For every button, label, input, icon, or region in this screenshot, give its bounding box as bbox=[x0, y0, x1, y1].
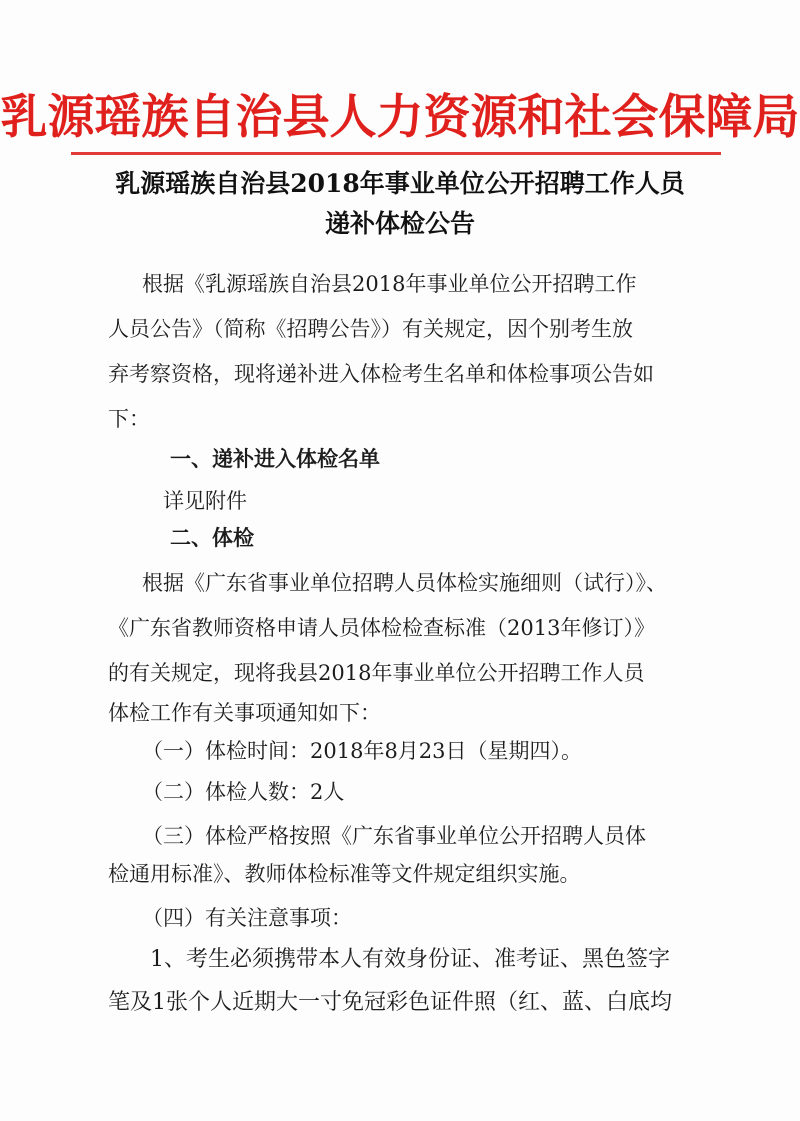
section-1-body: 详见附件 bbox=[163, 489, 247, 513]
exam-standard-item: 检通用标准》、教师体检标准等文件规定组织实施。 bbox=[108, 862, 581, 886]
notes-heading: （四）有关注意事项： bbox=[142, 906, 352, 930]
exam-standard-item: （三）体检严格按照《广东省事业单位公开招聘人员体 bbox=[142, 824, 646, 848]
exam-time-item: （一）体检时间：2018年8月23日（星期四）。 bbox=[142, 739, 583, 763]
section-2-heading: 二、体检 bbox=[170, 525, 254, 550]
organization-header: 乳源瑶族自治县人力资源和社会保障局 bbox=[0, 90, 800, 145]
exam-count-item: （二）体检人数：2人 bbox=[142, 780, 345, 804]
intro-line: 下： bbox=[108, 407, 150, 431]
note-line: 笔及1张个人近期大一寸免冠彩色证件照（红、蓝、白底均 bbox=[108, 990, 672, 1015]
note-line: 1、考生必须携带本人有效身份证、准考证、黑色签字 bbox=[150, 947, 670, 972]
section-1-heading: 一、递补进入体检名单 bbox=[170, 446, 380, 471]
section-2-line: 《广东省教师资格申请人员体检检查标准（2013年修订）》 bbox=[108, 616, 655, 640]
intro-line: 根据《乳源瑶族自治县2018年事业单位公开招聘工作 bbox=[142, 272, 637, 296]
intro-line: 弃考察资格，现将递补进入体检考生名单和体检事项公告如 bbox=[108, 362, 654, 386]
document-title-line-2: 递补体检公告 bbox=[324, 209, 475, 238]
section-2-line: 根据《广东省事业单位招聘人员体检实施细则（试行）》、 bbox=[142, 571, 667, 595]
intro-line: 人员公告》（简称《招聘公告》）有关规定，因个别考生放 bbox=[108, 317, 633, 341]
section-2-line: 的有关规定，现将我县2018年事业单位公开招聘工作人员 bbox=[108, 661, 645, 685]
document-title-line-1: 乳源瑶族自治县2018年事业单位公开招聘工作人员 bbox=[115, 169, 685, 198]
section-2-line: 体检工作有关事项通知如下： bbox=[108, 701, 381, 725]
header-red-rule bbox=[71, 152, 721, 155]
